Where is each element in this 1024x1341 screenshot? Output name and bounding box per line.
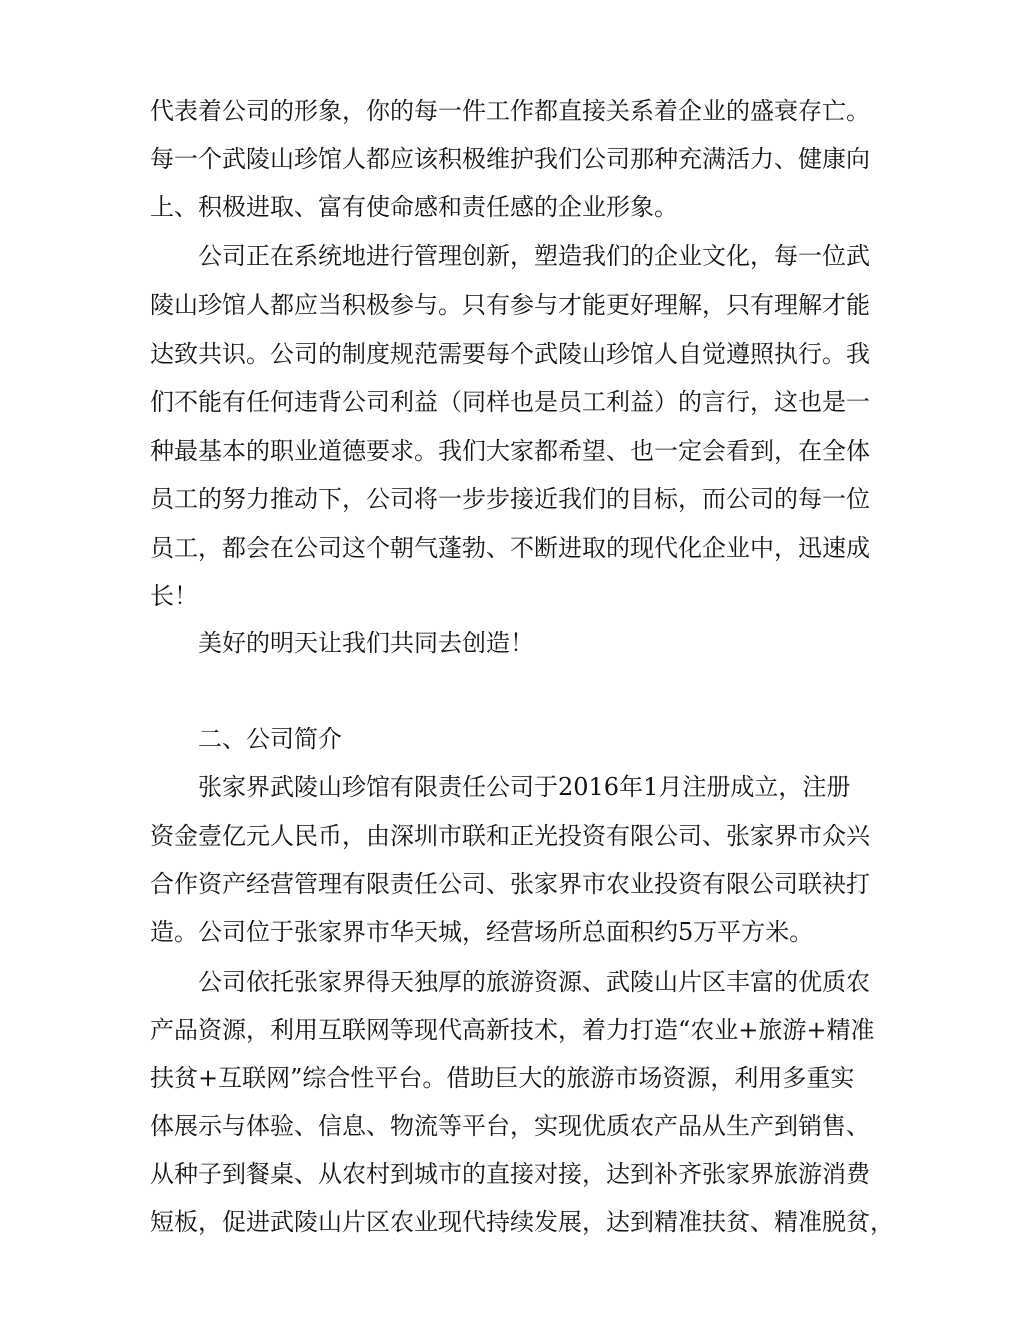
text-line: 体展示与体验、信息、物流等平台，实现优质农产品从生产到销售、 bbox=[150, 1112, 870, 1140]
text-line: 种最基本的职业道德要求。我们大家都希望、也一定会看到，在全体 bbox=[150, 437, 870, 465]
text-line: 公司正在系统地进行管理创新，塑造我们的企业文化，每一位武 bbox=[198, 242, 870, 270]
text-line: 从种子到餐桌、从农村到城市的直接对接，达到补齐张家界旅游消费 bbox=[150, 1160, 870, 1188]
text-line: 张家界武陵山珍馆有限责任公司于2016年1月注册成立，注册 bbox=[198, 773, 851, 801]
text-line: 美好的明天让我们共同去创造！ bbox=[198, 629, 534, 657]
text-line: 陵山珍馆人都应当积极参与。只有参与才能更好理解，只有理解才能 bbox=[150, 291, 870, 319]
text-line: 资金壹亿元人民币，由深圳市联和正光投资有限公司、张家界市众兴 bbox=[150, 822, 870, 850]
text-line: 长！ bbox=[150, 582, 198, 610]
text-line: 们不能有任何违背公司利益（同样也是员工利益）的言行，这也是一 bbox=[150, 388, 870, 416]
text-line: 员工，都会在公司这个朝气蓬勃、不断进取的现代化企业中，迅速成 bbox=[150, 534, 870, 562]
text-line: 公司依托张家界得天独厚的旅游资源、武陵山片区丰富的优质农 bbox=[198, 968, 870, 996]
section-heading: 二、公司简介 bbox=[198, 725, 342, 753]
text-line: 合作资产经营管理有限责任公司、张家界市农业投资有限公司联袂打 bbox=[150, 870, 870, 898]
text-line: 上、积极进取、富有使命感和责任感的企业形象。 bbox=[150, 193, 678, 221]
text-line: 产品资源，利用互联网等现代高新技术，着力打造“农业+旅游+精准 bbox=[150, 1016, 875, 1044]
text-line: 每一个武陵山珍馆人都应该积极维护我们公司那种充满活力、健康向 bbox=[150, 145, 870, 173]
text-line: 达致共识。公司的制度规范需要每个武陵山珍馆人自觉遵照执行。我 bbox=[150, 340, 870, 368]
text-line: 代表着公司的形象，你的每一件工作都直接关系着企业的盛衰存亡。 bbox=[150, 97, 870, 125]
text-line: 扶贫+互联网”综合性平台。借助巨大的旅游市场资源，利用多重实 bbox=[150, 1064, 855, 1092]
text-line: 员工的努力推动下，公司将一步步接近我们的目标，而公司的每一位 bbox=[150, 485, 870, 513]
text-line: 短板，促进武陵山片区农业现代持续发展，达到精准扶贫、精准脱贫， bbox=[150, 1208, 894, 1236]
text-line: 造。公司位于张家界市华天城，经营场所总面积约5万平方米。 bbox=[150, 918, 814, 946]
